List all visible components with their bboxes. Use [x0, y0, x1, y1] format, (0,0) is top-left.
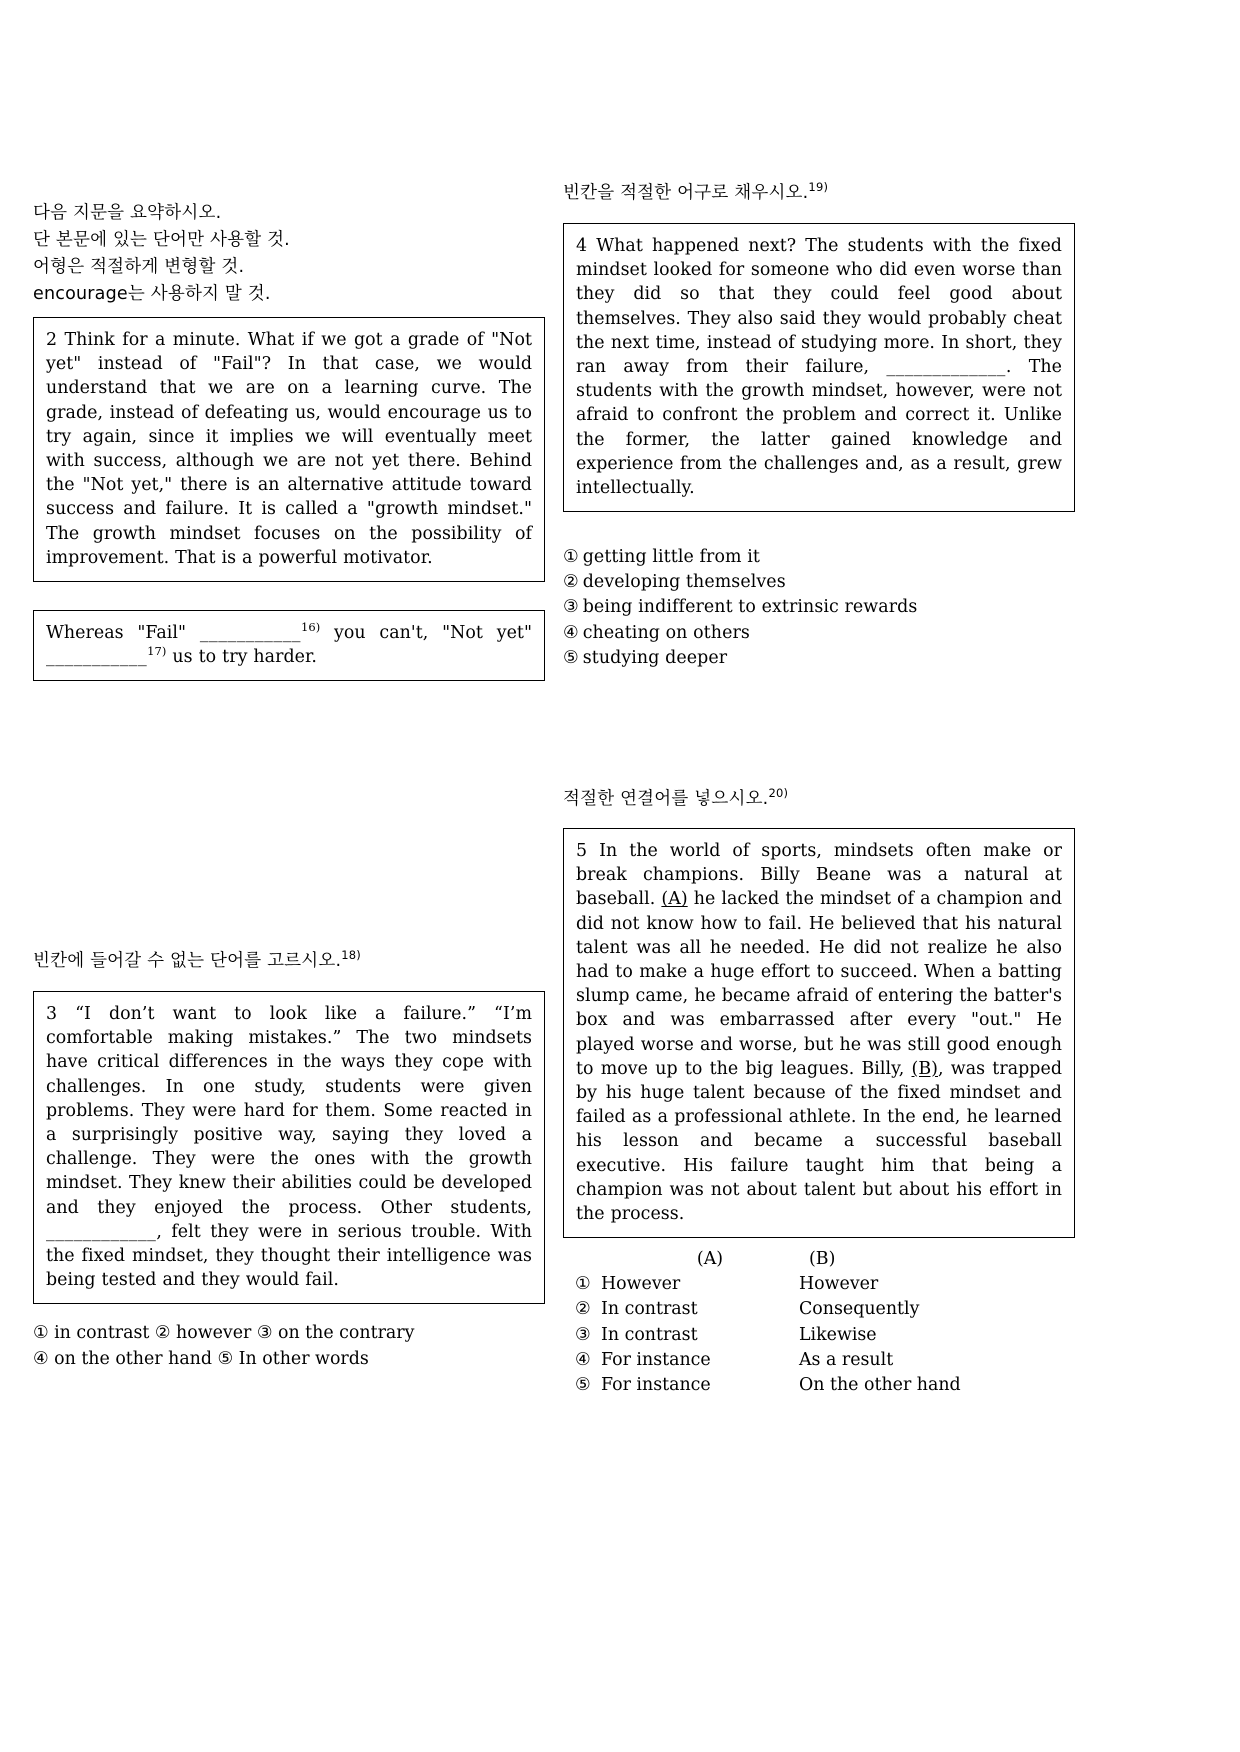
choices-question-18 [33, 1320, 545, 1372]
choice-20-2-mark: ② [575, 1299, 591, 1320]
prompt-question-20 [563, 786, 1075, 813]
passage-5-segment-2: he lacked the mindset of a champion and did not know how to fail. He believed that his natural talent was all he needed. He did not realize he also had to make a huge effort to succeed. When a batting slump came, he became afraid of entering the batter's box and was embarrassed after every "out." He played worse and worse, but he was still good enough to move up to the big leagues. Billy, [576, 889, 1063, 1079]
choice-19-1-mark: ① [563, 547, 579, 567]
choice-20-4[interactable] [575, 1348, 1087, 1373]
passage-3-blank[interactable]: ____________ [46, 1221, 157, 1242]
choice-19-5-mark: ⑤ [563, 647, 579, 668]
passage-5-blank-a[interactable]: (A) [661, 889, 688, 910]
summary-part-2: you can't, "Not yet" [334, 623, 532, 643]
choice-20-5-b: On the other hand [799, 1375, 961, 1396]
summary-instructions [33, 200, 545, 308]
instruction-line-3: 어형은 적절하게 변형할 것. [33, 257, 245, 277]
choice-20-4-b: As a result [799, 1349, 894, 1370]
passage-3-number: 3 [46, 1004, 58, 1024]
choices-20-header-a: (A) [696, 1249, 724, 1269]
choice-20-1-mark: ① [575, 1274, 591, 1295]
footnote-marker-16: 16) [300, 620, 321, 635]
summary-sentence [46, 621, 532, 669]
passage-5-blank-b[interactable]: (B) [911, 1058, 938, 1079]
summary-blank-17[interactable]: ___________ [46, 647, 148, 668]
passage-box-3 [33, 991, 545, 1304]
choice-20-1[interactable] [575, 1272, 1087, 1297]
instruction-line-2: 단 본문에 있는 단어만 사용할 것. [33, 230, 290, 250]
instruction-line-4: encourage는 사용하지 말 것. [33, 284, 271, 304]
choice-19-4[interactable] [563, 621, 1075, 646]
passage-box-2 [33, 317, 545, 582]
prompt-question-19 [563, 180, 1075, 207]
choice-20-2-a: In contrast [601, 1299, 698, 1320]
choice-20-3-b: Likewise [799, 1324, 877, 1345]
choice-20-2-b: Consequently [799, 1299, 920, 1320]
passage-4-number: 4 [576, 236, 588, 256]
prompt-18-text: 빈칸에 들어갈 수 없는 단어를 고르시오. [33, 951, 342, 971]
footnote-marker-17: 17) [147, 644, 167, 659]
choice-19-1-label: getting little from it [582, 547, 760, 567]
choice-19-5[interactable] [563, 646, 1075, 671]
choice-20-3-mark: ③ [575, 1324, 591, 1345]
summary-part-3: us to try harder. [172, 647, 318, 668]
passage-3-before-blank: “I don’t want to look like a failure.” “I’m comfortable making mistakes.” The two mindsets have critical differences in the ways they cope with challenges. In one study, students were given problems. They were hard for them. Some reacted in a surprisingly positive way, saying they loved a challenge. They were the ones with the growth mindset. They knew their abilities could be developed and they enjoyed the process. Other students, [46, 1004, 532, 1218]
passage-3-text [46, 1002, 532, 1292]
choice-19-3-mark: ③ [563, 597, 579, 618]
prompt-19-text: 빈칸을 적절한 어구로 채우시오. [563, 183, 809, 203]
choices-20-header-spacer [575, 1247, 601, 1272]
choice-19-3-label: being indifferent to extrinsic rewards [582, 597, 918, 618]
summary-answer-box [33, 610, 545, 681]
choice-20-2[interactable] [575, 1297, 1087, 1322]
summary-blank-16[interactable]: ___________ [199, 623, 301, 643]
summary-part-1: Whereas "Fail" [46, 623, 187, 643]
passage-box-5 [563, 828, 1075, 1238]
choices-question-19 [563, 545, 1075, 671]
passage-3-after-blank: , felt they were in serious trouble. With the fixed mindset, they thought their intelligence was being tested and they would fail. [46, 1221, 532, 1291]
passage-4-before-blank: What happened next? The students with the fixed mindset looked for someone who did even worse than they did so that they could feel good about themselves. They also said they would probably cheat the next time, instead of studying more. In short, they ran away from their failure, [576, 236, 1062, 378]
choices-20-header-b: (B) [809, 1249, 836, 1269]
choice-20-3[interactable] [575, 1323, 1087, 1348]
choices-question-20 [575, 1247, 1087, 1398]
choice-20-4-a: For instance [601, 1349, 711, 1370]
footnote-marker-20: 20) [768, 786, 789, 801]
choice-20-1-a: However [601, 1274, 681, 1295]
choice-20-3-a: In contrast [601, 1324, 698, 1345]
choice-20-5-a: For instance [601, 1375, 711, 1396]
footnote-marker-19: 19) [808, 180, 829, 195]
choices-18-line-2[interactable]: ④ on the other hand ⑤ In other words [33, 1349, 369, 1369]
choice-19-2-mark: ② [563, 572, 579, 593]
prompt-question-18 [33, 948, 545, 975]
passage-box-4 [563, 223, 1075, 512]
choice-19-3[interactable] [563, 595, 1075, 620]
choice-19-2[interactable] [563, 570, 1075, 595]
choice-20-1-b: However [799, 1274, 879, 1295]
choice-19-4-mark: ④ [563, 622, 579, 643]
passage-4-after-blank: . The students with the growth mindset, however, were not afraid to confront the problem and correct it. Unlike the former, the latter gained knowledge and experience from the challenges and, as a result, grew intellectually. [576, 357, 1062, 499]
passage-2-body: Think for a minute. What if we got a grade of "Not yet" instead of "Fail"? In that case, we would understand that we are on a learning curve. The grade, instead of defeating us, would encourage us to try again, since it implies we will eventually meet with success, although we are not yet there. Behind the "Not yet," there is an alternative attitude toward success and failure. It is called a "growth mindset." The growth mindset focuses on the possibility of improvement. That is a powerful motivator. [46, 330, 532, 568]
instruction-line-1: 다음 지문을 요약하시오. [33, 203, 222, 223]
choice-19-2-label: developing themselves [582, 572, 786, 593]
choice-19-4-label: cheating on others [582, 622, 750, 643]
choice-19-5-label: studying deeper [582, 647, 728, 668]
passage-4-text [576, 234, 1062, 500]
choices-20-header [575, 1247, 1087, 1272]
footnote-marker-18: 18) [341, 948, 361, 963]
passage-4-blank[interactable]: _____________ [886, 357, 1006, 378]
passage-5-segment-3: , was trapped by his huge talent because of the fixed mindset and failed as a professional athlete. In the end, he learned his lesson and became a successful baseball executive. His failure taught him that being a champion was not about talent but about his effort in the process. [576, 1058, 1062, 1225]
choices-18-line-1[interactable]: ① in contrast ② however ③ on the contrary [33, 1323, 415, 1343]
passage-2-number: 2 [46, 330, 58, 350]
passage-5-text [576, 839, 1062, 1226]
passage-5-number: 5 [576, 841, 588, 861]
passage-2-text [46, 328, 532, 570]
prompt-20-text: 적절한 연결어를 넣으시오. [563, 789, 769, 809]
choice-20-5-mark: ⑤ [575, 1375, 591, 1396]
choice-19-1[interactable] [563, 545, 1075, 570]
choice-20-5[interactable] [575, 1373, 1087, 1398]
passage-5-segment-1: In the world of sports, mindsets often make or break champions. Billy Beane was a natural at baseball. [576, 841, 1062, 910]
choice-20-4-mark: ④ [575, 1349, 591, 1370]
